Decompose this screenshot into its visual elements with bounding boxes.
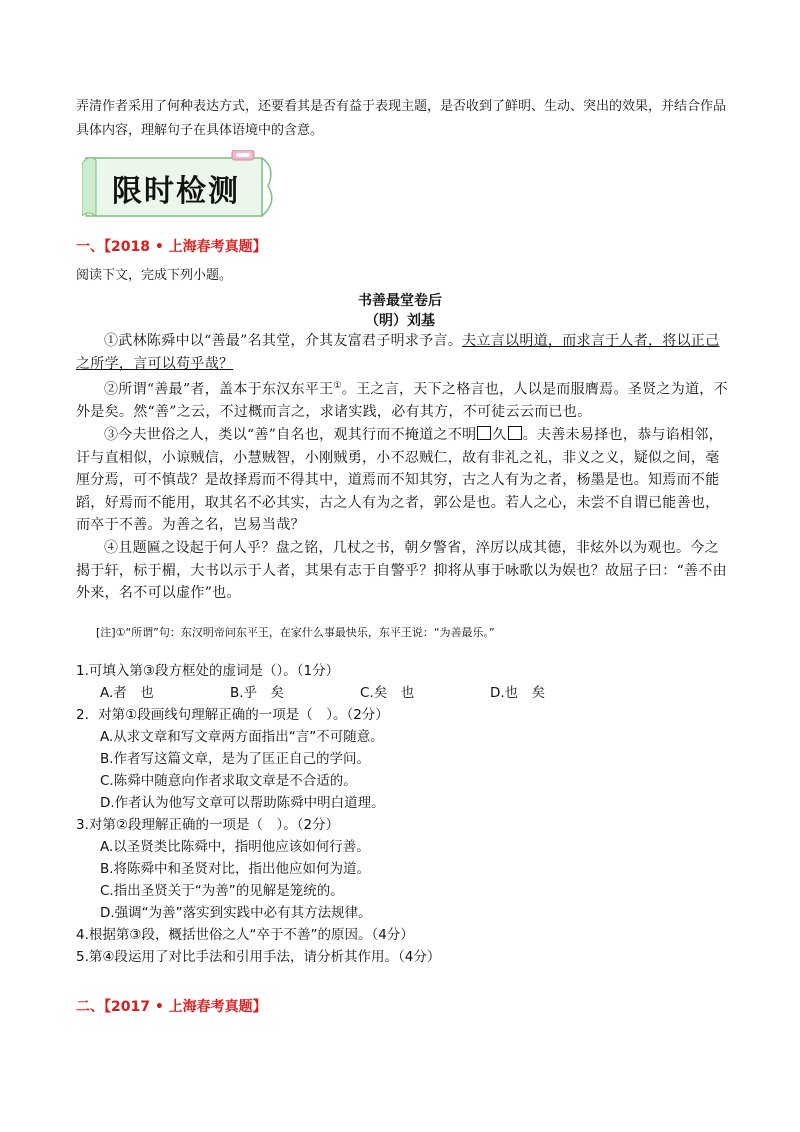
passage-body — [76, 330, 728, 605]
section-banner — [82, 150, 282, 220]
question-1-options — [76, 682, 736, 704]
question-5: 5.第④段运用了对比手法和引用手法，请分析其作用。（4分） — [76, 949, 441, 965]
option: C.指出圣贤关于“为善”的见解是笼统的。 — [100, 883, 344, 899]
option: A.从求文章和写文章两方面指出“言”不可随意。 — [100, 729, 384, 745]
option: A.以圣贤类比陈舜中，指明他应该如何行善。 — [100, 839, 370, 855]
footnote: [注]①“所谓”句：东汉明帝问东平王，在家什么事最快乐，东平王说：“为善最乐。” — [96, 626, 495, 639]
option: D.强调“为善”落实到实践中必有其方法规律。 — [100, 905, 372, 921]
section-1-heading: 一、【2018 • 上海春考真题】 — [76, 239, 267, 255]
question-2: 2．对第①段画线句理解正确的一项是（ ）。（2分） — [76, 707, 389, 723]
intro-paragraph: 弄清作者采用了何种表达方式，还要看其是否有益于表现主题，是否收到了鲜明、生动、突出的效果，并结合作品具体内容，理解句子在具体语境中的含意。 — [76, 99, 727, 138]
question-3: 3.对第②段理解正确的一项是（ ）。（2分） — [76, 817, 340, 833]
blank-box — [508, 426, 522, 440]
passage-title: 书善最堂卷后 — [358, 293, 442, 309]
paperclip-icon — [232, 150, 254, 160]
underlined-sentence: 夫立言以明道，而求言于人者，将以正己之所学，言可以苟乎哉？ — [76, 333, 720, 372]
option: B.乎 矣 — [230, 685, 285, 701]
banner-title: 限时检测 — [112, 174, 240, 209]
passage-paragraph-4: ④且题匾之设起于何人乎？盘之铭，几杖之书，朝夕警省，淬厉以成其德，非炫外以为观也。今之揭于轩，标于楣，大书以示于人者，其果有志于自警乎？抑将从事于咏歌以为娱也？故屈子曰：“善不由外来，名不可以虚作”也。 — [76, 540, 727, 602]
passage-author: （明）刘基 — [365, 313, 435, 329]
footnote-marker: ① — [333, 381, 342, 392]
option: A.者 也 — [100, 685, 154, 701]
option: D.作者认为他写文章可以帮助陈舜中明白道理。 — [100, 795, 385, 811]
questions-list — [76, 660, 736, 968]
passage-paragraph-2: ②所谓“善最”者，盖本于东汉东平王①。王之言，天下之格言也，人以是而服膺焉。圣贤之为道，不外是矣。然“善”之云，不过概而言之，求诸实践，必有其方，不可徒云云而已也。 — [76, 381, 728, 421]
blank-box — [477, 426, 491, 440]
instruction-text: 阅读下文，完成下列小题。 — [76, 268, 233, 283]
passage-paragraph-3: ③今夫世俗之人，类以“善”自名也，观其行而不掩道之不明 久 。夫善未易择也，恭与谄相邻，讦与直相似，小谅贼信，小慧贼智，小刚贼勇，小不忍贼仁，故有非礼之礼，非义之义，疑似之间，毫厘分焉，可不慎哉？是故择焉而不得其中，道焉而不知其穷，古之人有为之者，杨墨是也。知焉而不能蹈，好焉而不能用，取其名不必其实，古之人有为之者，郭公是也。若人之心，未尝不自谓已能善也，而卒于不善。为善之名，岂易当哉？ — [76, 427, 723, 534]
option: C.矣 也 — [360, 685, 415, 701]
question-4: 4.根据第③段，概括世俗之人“卒于不善”的原因。（4分） — [76, 927, 414, 943]
section-2-heading: 二、【2017 • 上海春考真题】 — [76, 999, 267, 1015]
option: B.作者写这篇文章，是为了匡正自己的学问。 — [100, 751, 371, 767]
question-1: 1.可填入第③段方框处的虚词是（）。（1分） — [76, 663, 340, 679]
option: B.将陈舜中和圣贤对比，指出他应如何为道。 — [100, 861, 371, 877]
option: C.陈舜中随意向作者求取文章是不合适的。 — [100, 773, 357, 789]
option: D.也 矣 — [490, 685, 546, 701]
passage-paragraph-1: ①武林陈舜中以“善最”名其堂，介其友富君子明求予言。夫立言以明道，而求言于人者，将以正己之所学，言可以苟乎哉？ — [76, 333, 720, 372]
